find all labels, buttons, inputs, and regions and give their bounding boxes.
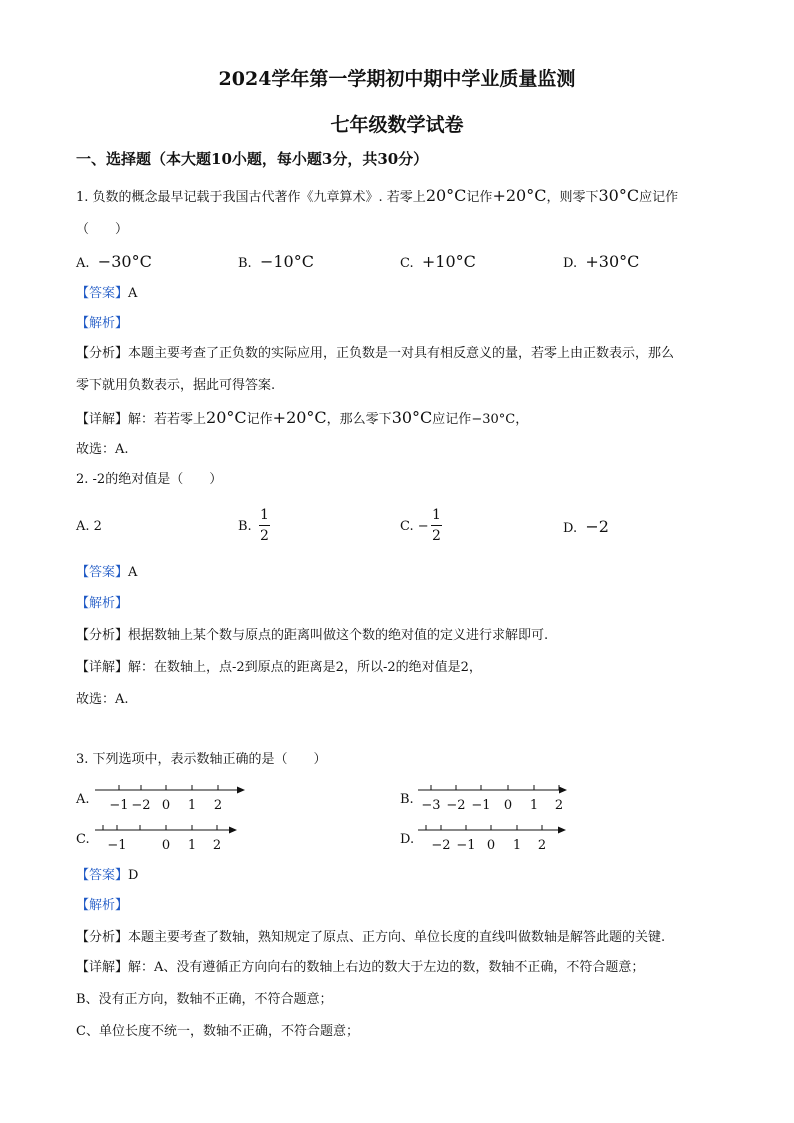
q3-analysis xyxy=(76,928,665,948)
detail-tag: 【详解】 xyxy=(76,960,129,975)
detail-text: 记作 xyxy=(246,412,273,427)
q3-jiexi-tag: 【解析】 xyxy=(76,898,129,913)
q1-jiexi-tag: 【解析】 xyxy=(76,316,129,331)
q1-value-1: 20°C xyxy=(425,186,467,205)
q1-stem-text-4: 应记作 xyxy=(639,190,679,205)
q2-option-a[interactable] xyxy=(76,517,102,537)
q2-option-c-key[interactable] xyxy=(400,517,429,537)
tick-label: 2 xyxy=(212,838,222,853)
exam-title: 2024学年第一学期初中期中学业质量监测 xyxy=(218,68,576,90)
q1-option-a[interactable] xyxy=(76,252,152,274)
q1-value-3: 30°C xyxy=(598,186,640,205)
option-key: D. xyxy=(563,521,578,536)
tick-label: 1 xyxy=(512,838,522,853)
tick-label: 1 xyxy=(187,798,197,813)
option-value: −2 xyxy=(585,517,609,536)
q2-option-d[interactable] xyxy=(563,517,609,539)
option-value: −10°C xyxy=(259,252,314,271)
q2-option-b-key[interactable]: B. xyxy=(238,519,252,534)
tick-label: −1 xyxy=(456,838,476,853)
option-key: D. xyxy=(563,256,578,271)
q3-stem: 3. 下列选项中，表示数轴正确的是（ ） xyxy=(76,752,327,767)
option-key: C. xyxy=(400,256,414,271)
q2-stem: 2. -2的绝对值是（ ） xyxy=(76,472,223,487)
detail-text: 解：A、没有遵循正方向向右的数轴上右边的数大于左边的数，数轴不正确，不符合题意； xyxy=(128,960,645,975)
q2-analysis xyxy=(76,626,548,646)
tick-label: 2 xyxy=(537,838,547,853)
detail-text: 解：在数轴上，点-2到原点的距离是2，所以-2的绝对值是2， xyxy=(128,660,482,675)
axis-arrow xyxy=(558,827,566,834)
answer-tag: 【答案】 xyxy=(76,565,129,580)
tick-label: −1 xyxy=(107,838,127,853)
q2-option-b-fraction xyxy=(259,507,270,544)
option-key: B. xyxy=(238,256,252,271)
fraction-bar xyxy=(259,525,270,526)
detail-text: 解：若若零上 xyxy=(128,412,207,427)
q3-detail-a xyxy=(76,958,644,978)
option-key: A. xyxy=(76,519,90,534)
q1-analysis-line2: 零下就用负数表示，据此可得答案. xyxy=(76,378,276,393)
tick-label: −3 xyxy=(421,798,441,813)
tick-label: 0 xyxy=(161,798,171,813)
option-value: −30°C xyxy=(97,252,152,271)
detail-text: 应记作 xyxy=(432,412,472,427)
tick-label: 0 xyxy=(161,838,171,853)
fraction-denominator: 2 xyxy=(432,528,441,544)
analysis-text: 根据数轴上某个数与原点的距离叫做这个数的绝对值的定义进行求解即可. xyxy=(128,628,549,643)
tick-label: 1 xyxy=(529,798,539,813)
detail-tag: 【详解】 xyxy=(76,660,129,675)
answer-tag: 【答案】 xyxy=(76,286,129,301)
tick-label: 2 xyxy=(554,798,564,813)
q2-jiexi-tag: 【解析】 xyxy=(76,596,129,611)
q3-option-d-number-line xyxy=(418,822,578,856)
axis-arrow xyxy=(237,787,245,794)
analysis-tag: 【分析】 xyxy=(76,346,129,361)
q3-option-c-key[interactable]: C. xyxy=(76,832,90,847)
minus-sign: − xyxy=(417,519,429,534)
fraction-denominator: 2 xyxy=(260,528,269,544)
tick-label: −2 xyxy=(131,798,151,813)
tick-label: 0 xyxy=(486,838,496,853)
q3-option-d-key[interactable]: D. xyxy=(400,832,415,847)
analysis-text: 本题主要考查了数轴，熟知规定了原点、正方向、单位长度的直线叫做数轴是解答此题的关键. xyxy=(128,930,666,945)
q1-answer xyxy=(76,284,137,304)
detail-tag: 【详解】 xyxy=(76,412,129,427)
tick-label: −2 xyxy=(446,798,466,813)
q3-option-c-number-line xyxy=(95,822,255,856)
tick-label: 2 xyxy=(213,798,223,813)
detail-value: −30°C xyxy=(471,412,516,427)
q1-option-b[interactable] xyxy=(238,252,314,274)
q3-option-b-number-line xyxy=(418,782,578,816)
axis-arrow xyxy=(229,827,237,834)
detail-value: +20°C xyxy=(272,408,327,427)
option-key: A. xyxy=(76,256,90,271)
q1-detail xyxy=(76,408,528,430)
q3-detail-b: B、没有正方向，数轴不正确，不符合题意； xyxy=(76,992,333,1007)
detail-text: ， xyxy=(515,412,529,427)
q1-stem-text-2: 记作 xyxy=(466,190,493,205)
tick-label: −1 xyxy=(471,798,491,813)
fraction-numerator: 1 xyxy=(260,507,269,523)
q1-stem-text: 1. 负数的概念最早记载于我国古代著作《九章算术》. 若零上 xyxy=(76,190,426,205)
tick-label: 1 xyxy=(187,838,197,853)
option-key: C. xyxy=(400,519,414,534)
analysis-tag: 【分析】 xyxy=(76,930,129,945)
q3-detail-c: C、单位长度不统一，数轴不正确，不符合题意； xyxy=(76,1024,359,1039)
q2-answer xyxy=(76,563,137,583)
q1-paren: （ ） xyxy=(76,222,129,237)
tick-label: 0 xyxy=(503,798,513,813)
option-value: +30°C xyxy=(585,252,640,271)
q2-detail xyxy=(76,658,482,678)
detail-text: ，那么零下 xyxy=(326,412,392,427)
detail-value: 20°C xyxy=(206,408,247,427)
axis-arrow xyxy=(559,787,567,794)
analysis-text: 本题主要考查了正负数的实际应用，正负数是一对具有相反意义的量，若零上由正数表示，那么 xyxy=(128,346,675,361)
tick-label: −2 xyxy=(431,838,451,853)
section-heading: 一、选择题（本大题10小题，每小题3分，共30分） xyxy=(76,150,429,168)
q1-stem-text-3: ，则零下 xyxy=(546,190,599,205)
q3-option-a-key[interactable]: A. xyxy=(76,792,90,807)
q1-option-c[interactable] xyxy=(400,252,476,274)
answer-value: A xyxy=(128,286,138,301)
fraction-numerator: 1 xyxy=(432,507,441,523)
q2-choose: 故选：A. xyxy=(76,692,129,707)
q1-option-d[interactable] xyxy=(563,252,639,274)
q3-option-b-key[interactable]: B. xyxy=(400,792,414,807)
q3-option-a-number-line xyxy=(95,782,255,816)
detail-value: 30°C xyxy=(391,408,433,427)
analysis-tag: 【分析】 xyxy=(76,628,129,643)
answer-value: D xyxy=(128,868,139,883)
q1-choose: 故选：A. xyxy=(76,442,129,457)
answer-value: A xyxy=(128,565,138,580)
q1-analysis-line1 xyxy=(76,344,674,364)
fraction-bar xyxy=(431,525,442,526)
q1-value-2: +20°C xyxy=(492,186,547,205)
exam-subtitle: 七年级数学试卷 xyxy=(330,114,464,136)
q1-stem xyxy=(76,186,678,208)
answer-tag: 【答案】 xyxy=(76,868,129,883)
option-value: +10°C xyxy=(421,252,476,271)
tick-label: −1 xyxy=(109,798,129,813)
option-value: 2 xyxy=(93,519,102,534)
q2-option-c-fraction xyxy=(431,507,442,544)
q3-answer xyxy=(76,866,138,886)
